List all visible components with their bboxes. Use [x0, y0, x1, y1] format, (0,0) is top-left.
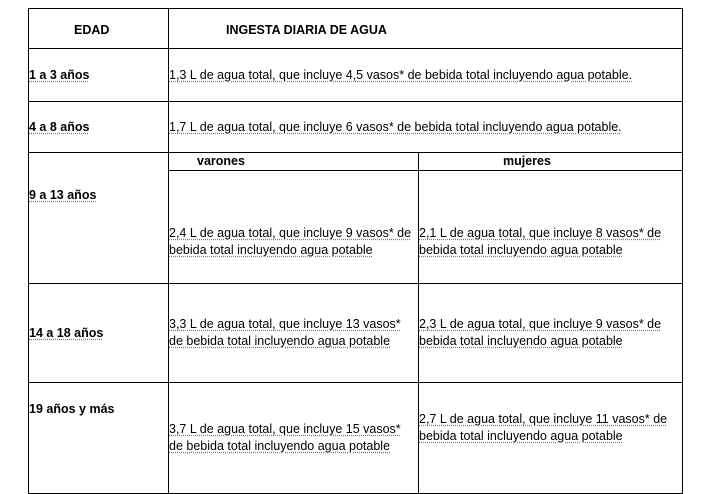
age-label: 9 a 13 años	[29, 188, 97, 202]
men-intake-cell	[169, 171, 419, 284]
women-intake-cell	[419, 383, 683, 494]
women-intake-text: 2,7 L de agua total, que incluye 11 vasos* de bebida total incluyendo agua potable	[419, 412, 668, 443]
table-row	[29, 383, 683, 494]
age-cell	[29, 383, 169, 494]
women-intake-cell	[419, 171, 683, 284]
men-intake-cell	[169, 284, 419, 383]
age-label: 4 a 8 años	[29, 119, 90, 134]
age-label: 14 a 18 años	[29, 325, 104, 340]
age-cell	[29, 102, 169, 153]
women-header: mujeres	[419, 153, 683, 171]
age-cell	[29, 153, 169, 284]
men-intake-cell	[169, 383, 419, 494]
table-row	[29, 49, 683, 102]
men-intake-text: 2,4 L de agua total, que incluye 9 vasos* de bebida total incluyendo agua potable	[169, 226, 412, 257]
header-age: EDAD	[29, 9, 169, 49]
women-intake-cell	[419, 284, 683, 383]
women-intake-text: 2,1 L de agua total, que incluye 8 vasos* de bebida total incluyendo agua potable	[419, 226, 662, 257]
intake-cell	[169, 49, 683, 102]
intake-text: 1,7 L de agua total, que incluye 6 vasos* de bebida total incluyendo agua potable.	[169, 119, 622, 134]
men-intake-text: 3,3 L de agua total, que incluye 13 vasos* de bebida total incluyendo agua potable	[169, 317, 401, 348]
table-row	[29, 284, 683, 383]
table-row	[29, 102, 683, 153]
sex-subheader-row	[29, 153, 683, 171]
women-intake-text: 2,3 L de agua total, que incluye 9 vasos* de bebida total incluyendo agua potable	[419, 317, 662, 348]
intake-cell	[169, 102, 683, 153]
header-title: INGESTA DIARIA DE AGUA	[169, 9, 683, 49]
age-cell	[29, 284, 169, 383]
water-intake-table	[28, 8, 683, 494]
age-label: 19 años y más	[29, 402, 115, 416]
men-header: varones	[169, 153, 419, 171]
intake-text: 1,3 L de agua total, que incluye 4,5 vasos* de bebida total incluyendo agua potable.	[169, 67, 633, 82]
header-row	[29, 9, 683, 49]
men-intake-text: 3,7 L de agua total, que incluye 15 vasos* de bebida total incluyendo agua potable	[169, 422, 401, 453]
age-cell	[29, 49, 169, 102]
age-label: 1 a 3 años	[29, 67, 90, 82]
